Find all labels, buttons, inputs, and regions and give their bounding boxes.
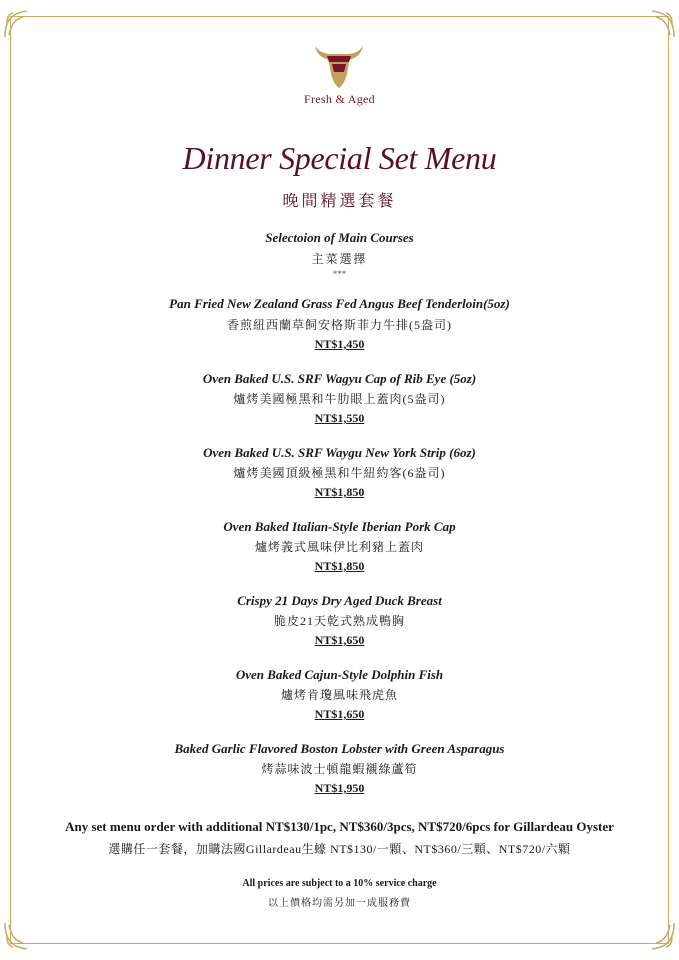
menu-item-name-chinese: 爐烤肯瓊風味飛虎魚 xyxy=(280,688,398,702)
section-title: Selectoion of Main Courses xyxy=(265,230,414,245)
menu-item-name: Oven Baked Italian-Style Iberian Pork Cap xyxy=(223,519,456,534)
menu-item-price: NT$1,650 xyxy=(314,707,365,721)
menu-item-price: NT$1,850 xyxy=(314,485,365,499)
menu-item-price: NT$1,450 xyxy=(314,337,365,351)
menu-item-price: NT$1,850 xyxy=(314,559,365,573)
service-charge-note-chinese: 以上價格均需另加一成服務費 xyxy=(268,898,411,909)
menu-item-name-chinese: 香煎紐西蘭草飼安格斯菲力牛排(5盎司) xyxy=(227,318,452,332)
menu-item-name: Oven Baked Cajun-Style Dolphin Fish xyxy=(235,667,444,682)
menu-item-name: Oven Baked U.S. SRF Wagyu Cap of Rib Eye (5oz) xyxy=(202,371,477,386)
menu-item-price: NT$1,950 xyxy=(314,781,365,795)
section-separator: *** xyxy=(332,269,347,279)
page-title-chinese: 晚間精選套餐 xyxy=(282,193,397,210)
corner-ornament-icon xyxy=(646,9,676,39)
menu-item-price: NT$1,550 xyxy=(314,411,365,425)
bull-logo-icon xyxy=(311,40,367,90)
oyster-addon-offer: Any set menu order with additional NT$130/1pc, NT$360/3pcs, NT$720/6pcs for Gillardeau Oyster xyxy=(65,819,614,834)
corner-ornament-icon xyxy=(3,9,33,39)
menu-item-name: Crispy 21 Days Dry Aged Duck Breast xyxy=(237,593,442,608)
brand-name: Fresh & Aged xyxy=(304,92,375,106)
menu-item-name: Baked Garlic Flavored Boston Lobster with Green Asparagus xyxy=(174,741,505,756)
menu-item-name-chinese: 脆皮21天乾式熟成鴨胸 xyxy=(273,614,405,628)
service-charge-note: All prices are subject to a 10% service charge xyxy=(242,878,437,889)
corner-ornament-icon xyxy=(646,921,676,951)
menu-item-name-chinese: 烤蒜味波士頓龍蝦襯綠蘆筍 xyxy=(261,762,418,776)
page-title: Dinner Special Set Menu xyxy=(182,140,497,176)
menu-item-name-chinese: 爐烤義式風味伊比利豬上蓋肉 xyxy=(254,540,424,554)
menu-item-name: Oven Baked U.S. SRF Waygu New York Strip (6oz) xyxy=(203,445,476,460)
menu-item-name-chinese: 爐烤美國極黑和牛肋眼上蓋肉(5盎司) xyxy=(233,392,446,406)
menu-item-name: Pan Fried New Zealand Grass Fed Angus Beef Tenderloin(5oz) xyxy=(169,296,510,311)
menu-item-price: NT$1,650 xyxy=(314,633,365,647)
oyster-addon-offer-chinese: 選購任一套餐，加購法國Gillardeau生蠔 NT$130/一顆、NT$360/三顆、NT$720/六顆 xyxy=(108,842,571,856)
menu-item-name-chinese: 爐烤美國頂級極黑和牛紐約客(6盎司) xyxy=(233,466,446,480)
section-title-chinese: 主菜選擇 xyxy=(311,252,368,266)
corner-ornament-icon xyxy=(3,921,33,951)
